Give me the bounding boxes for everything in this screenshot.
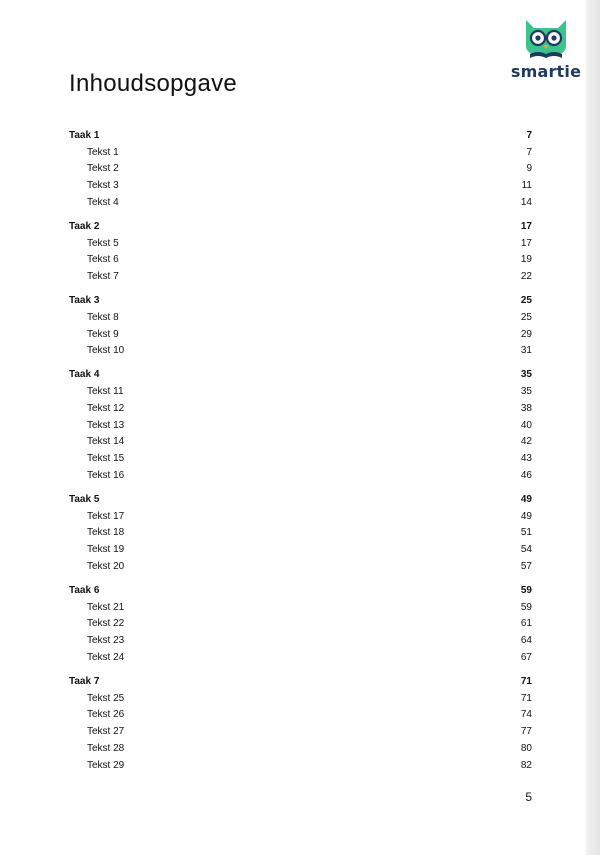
toc-entry-row[interactable] — [69, 235, 532, 252]
toc-entry-label: Tekst 22 — [87, 618, 125, 630]
toc-entry-page: 42 — [520, 436, 532, 448]
page-number: 5 — [525, 790, 532, 804]
toc-entry-page: 46 — [520, 470, 532, 482]
toc-entry-row[interactable] — [69, 400, 532, 417]
toc-entry-label: Tekst 4 — [87, 197, 119, 209]
toc-entry-label: Tekst 27 — [87, 726, 125, 738]
toc-entry-page: 67 — [520, 652, 532, 663]
toc-entry-row[interactable] — [69, 723, 532, 740]
toc-entry-label: Tekst 7 — [87, 271, 119, 283]
toc-entry-row[interactable] — [69, 161, 532, 178]
toc-section — [69, 366, 532, 484]
toc-section — [69, 292, 532, 359]
toc-entry-label: Tekst 5 — [87, 237, 119, 249]
toc-entry-row[interactable] — [69, 525, 532, 542]
toc-entry-page: 43 — [520, 453, 532, 465]
toc-chapter-row[interactable] — [69, 366, 532, 383]
toc-entry-label: Tekst 12 — [87, 402, 125, 414]
toc-entry-page: 11 — [521, 180, 532, 192]
toc-entry-label: Tekst 10 — [87, 345, 125, 357]
toc-entry-page: 38 — [520, 402, 532, 414]
toc-entry-page: 22 — [520, 271, 532, 283]
toc-entry-label: Tekst 21 — [87, 601, 125, 613]
toc-chapter-row[interactable] — [69, 582, 532, 599]
toc-chapter-row[interactable] — [69, 491, 532, 508]
toc-chapter-row[interactable] — [69, 218, 532, 235]
toc-chapter-row[interactable] — [69, 292, 532, 309]
toc-entry-page: 59 — [520, 601, 532, 613]
toc-entry-row[interactable] — [69, 383, 532, 400]
toc-entry-page: 35 — [520, 386, 532, 398]
toc-entry-label: Tekst 9 — [87, 328, 119, 340]
toc-entry-row[interactable] — [69, 434, 532, 451]
toc-entry-page: 80 — [520, 742, 532, 754]
toc-entry-row[interactable] — [69, 309, 532, 326]
toc-section — [69, 582, 532, 666]
toc-entry-label: Tekst 19 — [87, 544, 125, 556]
toc-chapter-page: 59 — [520, 584, 532, 596]
toc-entry-page: 51 — [520, 527, 532, 539]
toc-entry-row[interactable] — [69, 508, 532, 525]
logo-text: smartie — [510, 62, 582, 81]
toc-entry-label: Tekst 20 — [87, 561, 125, 573]
toc-section — [69, 218, 532, 285]
toc-entry-label: Tekst 8 — [87, 311, 119, 323]
toc-entry-label: Tekst 23 — [87, 635, 125, 647]
toc-entry-row[interactable] — [69, 326, 532, 343]
page-edge-shadow — [586, 0, 600, 855]
toc-entry-label: Tekst 26 — [87, 709, 125, 721]
toc-entry-label: Tekst 11 — [87, 386, 124, 398]
toc-entry-label: Tekst 6 — [87, 254, 119, 266]
toc-chapter-page: 17 — [520, 220, 532, 232]
toc-entry-page: 82 — [520, 759, 532, 771]
toc-chapter-label: Taak 4 — [69, 369, 100, 381]
toc-entry-label: Tekst 29 — [87, 759, 125, 771]
toc-entry-page: 14 — [520, 197, 532, 209]
toc-entry-page: 31 — [520, 345, 532, 357]
owl-reading-book-icon — [510, 12, 582, 62]
toc-section — [69, 127, 532, 211]
toc-entry-page: 74 — [520, 709, 532, 721]
toc-entry-row[interactable] — [69, 144, 532, 161]
toc-entry-row[interactable] — [69, 467, 532, 484]
toc-chapter-label: Taak 2 — [69, 220, 100, 232]
toc-entry-label: Tekst 28 — [87, 742, 125, 754]
toc-chapter-page: 35 — [520, 369, 532, 381]
toc-entry-page: 29 — [520, 328, 532, 340]
toc-entry-page: 7 — [526, 146, 532, 158]
toc-entry-label: Tekst 14 — [87, 436, 125, 448]
toc-entry-page: 25 — [520, 311, 532, 323]
toc-entry-row[interactable] — [69, 558, 532, 575]
toc-chapter-page: 71 — [520, 675, 532, 687]
toc-entry-row[interactable] — [69, 690, 532, 707]
smartie-logo — [510, 12, 582, 82]
toc-entry-row[interactable] — [69, 268, 532, 285]
table-of-contents — [69, 127, 532, 781]
toc-chapter-row[interactable] — [69, 673, 532, 690]
toc-entry-page: 19 — [520, 254, 532, 266]
toc-entry-label: Tekst 2 — [87, 163, 119, 175]
toc-entry-row[interactable] — [69, 177, 532, 194]
toc-section — [69, 673, 532, 774]
toc-entry-row[interactable] — [69, 252, 532, 269]
toc-entry-row[interactable] — [69, 616, 532, 633]
toc-entry-label: Tekst 17 — [87, 510, 125, 522]
toc-entry-page: 9 — [526, 163, 532, 175]
toc-entry-row[interactable] — [69, 194, 532, 211]
toc-entry-label: Tekst 13 — [87, 419, 125, 431]
toc-entry-row[interactable] — [69, 343, 532, 360]
toc-entry-row[interactable] — [69, 649, 532, 666]
toc-entry-row[interactable] — [69, 740, 532, 757]
toc-chapter-page: 49 — [520, 493, 532, 505]
toc-entry-page: 64 — [520, 635, 532, 647]
toc-chapter-label: Taak 7 — [69, 675, 100, 687]
toc-entry-row[interactable] — [69, 707, 532, 724]
toc-chapter-page: 7 — [526, 129, 532, 141]
toc-entry-page: 57 — [520, 561, 532, 573]
toc-chapter-label: Taak 1 — [69, 129, 100, 141]
toc-entry-page: 77 — [520, 726, 532, 738]
toc-entry-label: Tekst 15 — [87, 453, 125, 465]
toc-entry-page: 17 — [520, 237, 532, 249]
toc-entry-label: Tekst 16 — [87, 470, 125, 482]
toc-entry-label: Tekst 18 — [87, 527, 125, 539]
toc-entry-page: 61 — [520, 618, 532, 630]
toc-chapter-label: Taak 5 — [69, 493, 100, 505]
page-title: Inhoudsopgave — [69, 70, 238, 97]
toc-entry-label: Tekst 24 — [87, 652, 125, 663]
toc-entry-row[interactable] — [69, 450, 532, 467]
toc-entry-row[interactable] — [69, 632, 532, 649]
toc-section — [69, 491, 532, 575]
toc-entry-page: 40 — [520, 419, 532, 431]
toc-entry-page: 54 — [520, 544, 532, 556]
toc-entry-label: Tekst 1 — [87, 146, 119, 158]
toc-chapter-label: Taak 3 — [69, 295, 100, 307]
toc-entry-row[interactable] — [69, 541, 532, 558]
toc-chapter-row[interactable] — [69, 127, 532, 144]
toc-entry-row[interactable] — [69, 417, 532, 434]
toc-entry-label: Tekst 25 — [87, 692, 125, 704]
toc-entry-page: 71 — [520, 692, 532, 704]
toc-entry-page: 49 — [520, 510, 532, 522]
toc-chapter-label: Taak 6 — [69, 584, 100, 596]
toc-chapter-page: 25 — [520, 295, 532, 307]
toc-entry-row[interactable] — [69, 757, 532, 774]
toc-entry-label: Tekst 3 — [87, 180, 119, 192]
toc-entry-row[interactable] — [69, 599, 532, 616]
